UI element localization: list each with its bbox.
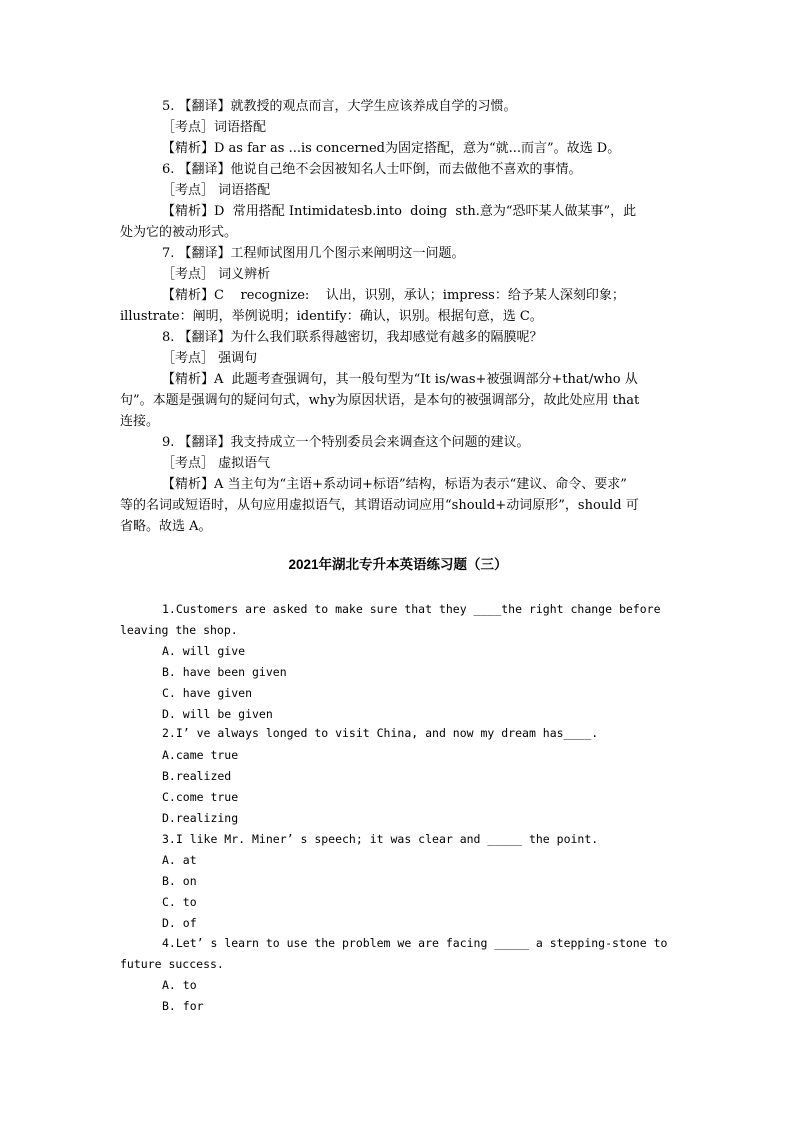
answer-7-analysis-line1: 【精析】C recognize: 认出，识别，承认；impress：给予某人深刻印象； bbox=[162, 288, 625, 303]
answer-8-analysis-line2: 句”。本题是强调句的疑问句式，why为原因状语，是本句的被强调部分，故此处应用 that bbox=[120, 393, 640, 408]
question-2-stem: 2.I’ ve always longed to visit China, and now my dream has____. bbox=[162, 726, 599, 740]
answer-8-analysis-line1: 【精析】A 此题考查强调句，其一般句型为“It is/was+被强调部分+that/who 从 bbox=[162, 372, 638, 387]
question-1-option-c: C. have given bbox=[162, 686, 253, 700]
question-4-option-b: B. for bbox=[162, 999, 204, 1013]
question-2-option-d: D.realizing bbox=[162, 811, 239, 825]
answer-7-translation: 7. 【翻译】工程师试图用几个图示来阐明这一问题。 bbox=[162, 246, 465, 261]
question-3-option-a: A. at bbox=[162, 853, 197, 867]
question-1-stem-line2: leaving the shop. bbox=[120, 623, 238, 637]
question-4-stem-line2: future success. bbox=[120, 957, 224, 971]
question-1-option-b: B. have been given bbox=[162, 665, 287, 679]
answer-9-analysis-line3: 省略。故选 A。 bbox=[120, 519, 212, 534]
answer-6-topic: ［考点］ 词语搭配 bbox=[162, 183, 271, 198]
question-1-option-d: D. will be given bbox=[162, 707, 273, 721]
answer-6-translation: 6. 【翻译】他说自己绝不会因被知名人士吓倒，而去做他不喜欢的事情。 bbox=[162, 162, 582, 177]
answer-7-topic: ［考点］ 词义辨析 bbox=[162, 267, 271, 282]
question-2-option-a: A.came true bbox=[162, 748, 239, 762]
question-4-option-a: A. to bbox=[162, 978, 197, 992]
question-3-option-b: B. on bbox=[162, 874, 197, 888]
answer-8-topic: ［考点］ 强调句 bbox=[162, 351, 258, 366]
question-2-option-b: B.realized bbox=[162, 769, 232, 783]
section-title: 2021年湖北专升本英语练习题（三） bbox=[288, 557, 508, 572]
question-1-stem-line1: 1.Customers are asked to make sure that they ____the right change before bbox=[162, 602, 661, 616]
answer-7-analysis-line2: illustrate：阐明，举例说明；identify：确认，识别。根据句意，选 C。 bbox=[120, 309, 543, 324]
answer-8-translation: 8. 【翻译】为什么我们联系得越密切，我却感觉有越多的隔膜呢？ bbox=[162, 330, 543, 345]
answer-5-topic: ［考点］词语搭配 bbox=[162, 120, 267, 135]
answer-9-topic: ［考点］ 虚拟语气 bbox=[162, 456, 271, 471]
answer-5-translation: 5. 【翻译】就教授的观点而言，大学生应该养成自学的习惯。 bbox=[162, 99, 517, 114]
answer-6-analysis-line2: 处为它的被动形式。 bbox=[120, 225, 238, 240]
answer-9-analysis-line2: 等的名词或短语时，从句应用虚拟语气，其谓语动词应用“should+动词原形”，should 可 bbox=[120, 498, 639, 513]
answer-6-analysis-line1: 【精析】D 常用搭配 Intimidatesb.into doing sth.意为“恐吓某人做某事”，此 bbox=[162, 204, 637, 219]
question-3-stem: 3.I like Mr. Miner’ s speech; it was clear and _____ the point. bbox=[162, 832, 599, 846]
question-4-stem-line1: 4.Let’ s learn to use the problem we are facing _____ a stepping-stone to bbox=[162, 936, 668, 950]
answer-8-analysis-line3: 连接。 bbox=[120, 414, 160, 429]
question-2-option-c: C.come true bbox=[162, 790, 239, 804]
answer-5-analysis: 【精析】D as far as ...is concerned为固定搭配，意为“就...而言”。故选 D。 bbox=[162, 141, 621, 156]
question-3-option-d: D. of bbox=[162, 916, 197, 930]
question-3-option-c: C. to bbox=[162, 895, 197, 909]
answer-9-translation: 9. 【翻译】我支持成立一个特别委员会来调查这个问题的建议。 bbox=[162, 435, 530, 450]
answer-9-analysis-line1: 【精析】A 当主句为“主语+系动词+标语”结构，标语为表示“建议、命令、要求” bbox=[162, 477, 627, 492]
question-1-option-a: A. will give bbox=[162, 644, 246, 658]
